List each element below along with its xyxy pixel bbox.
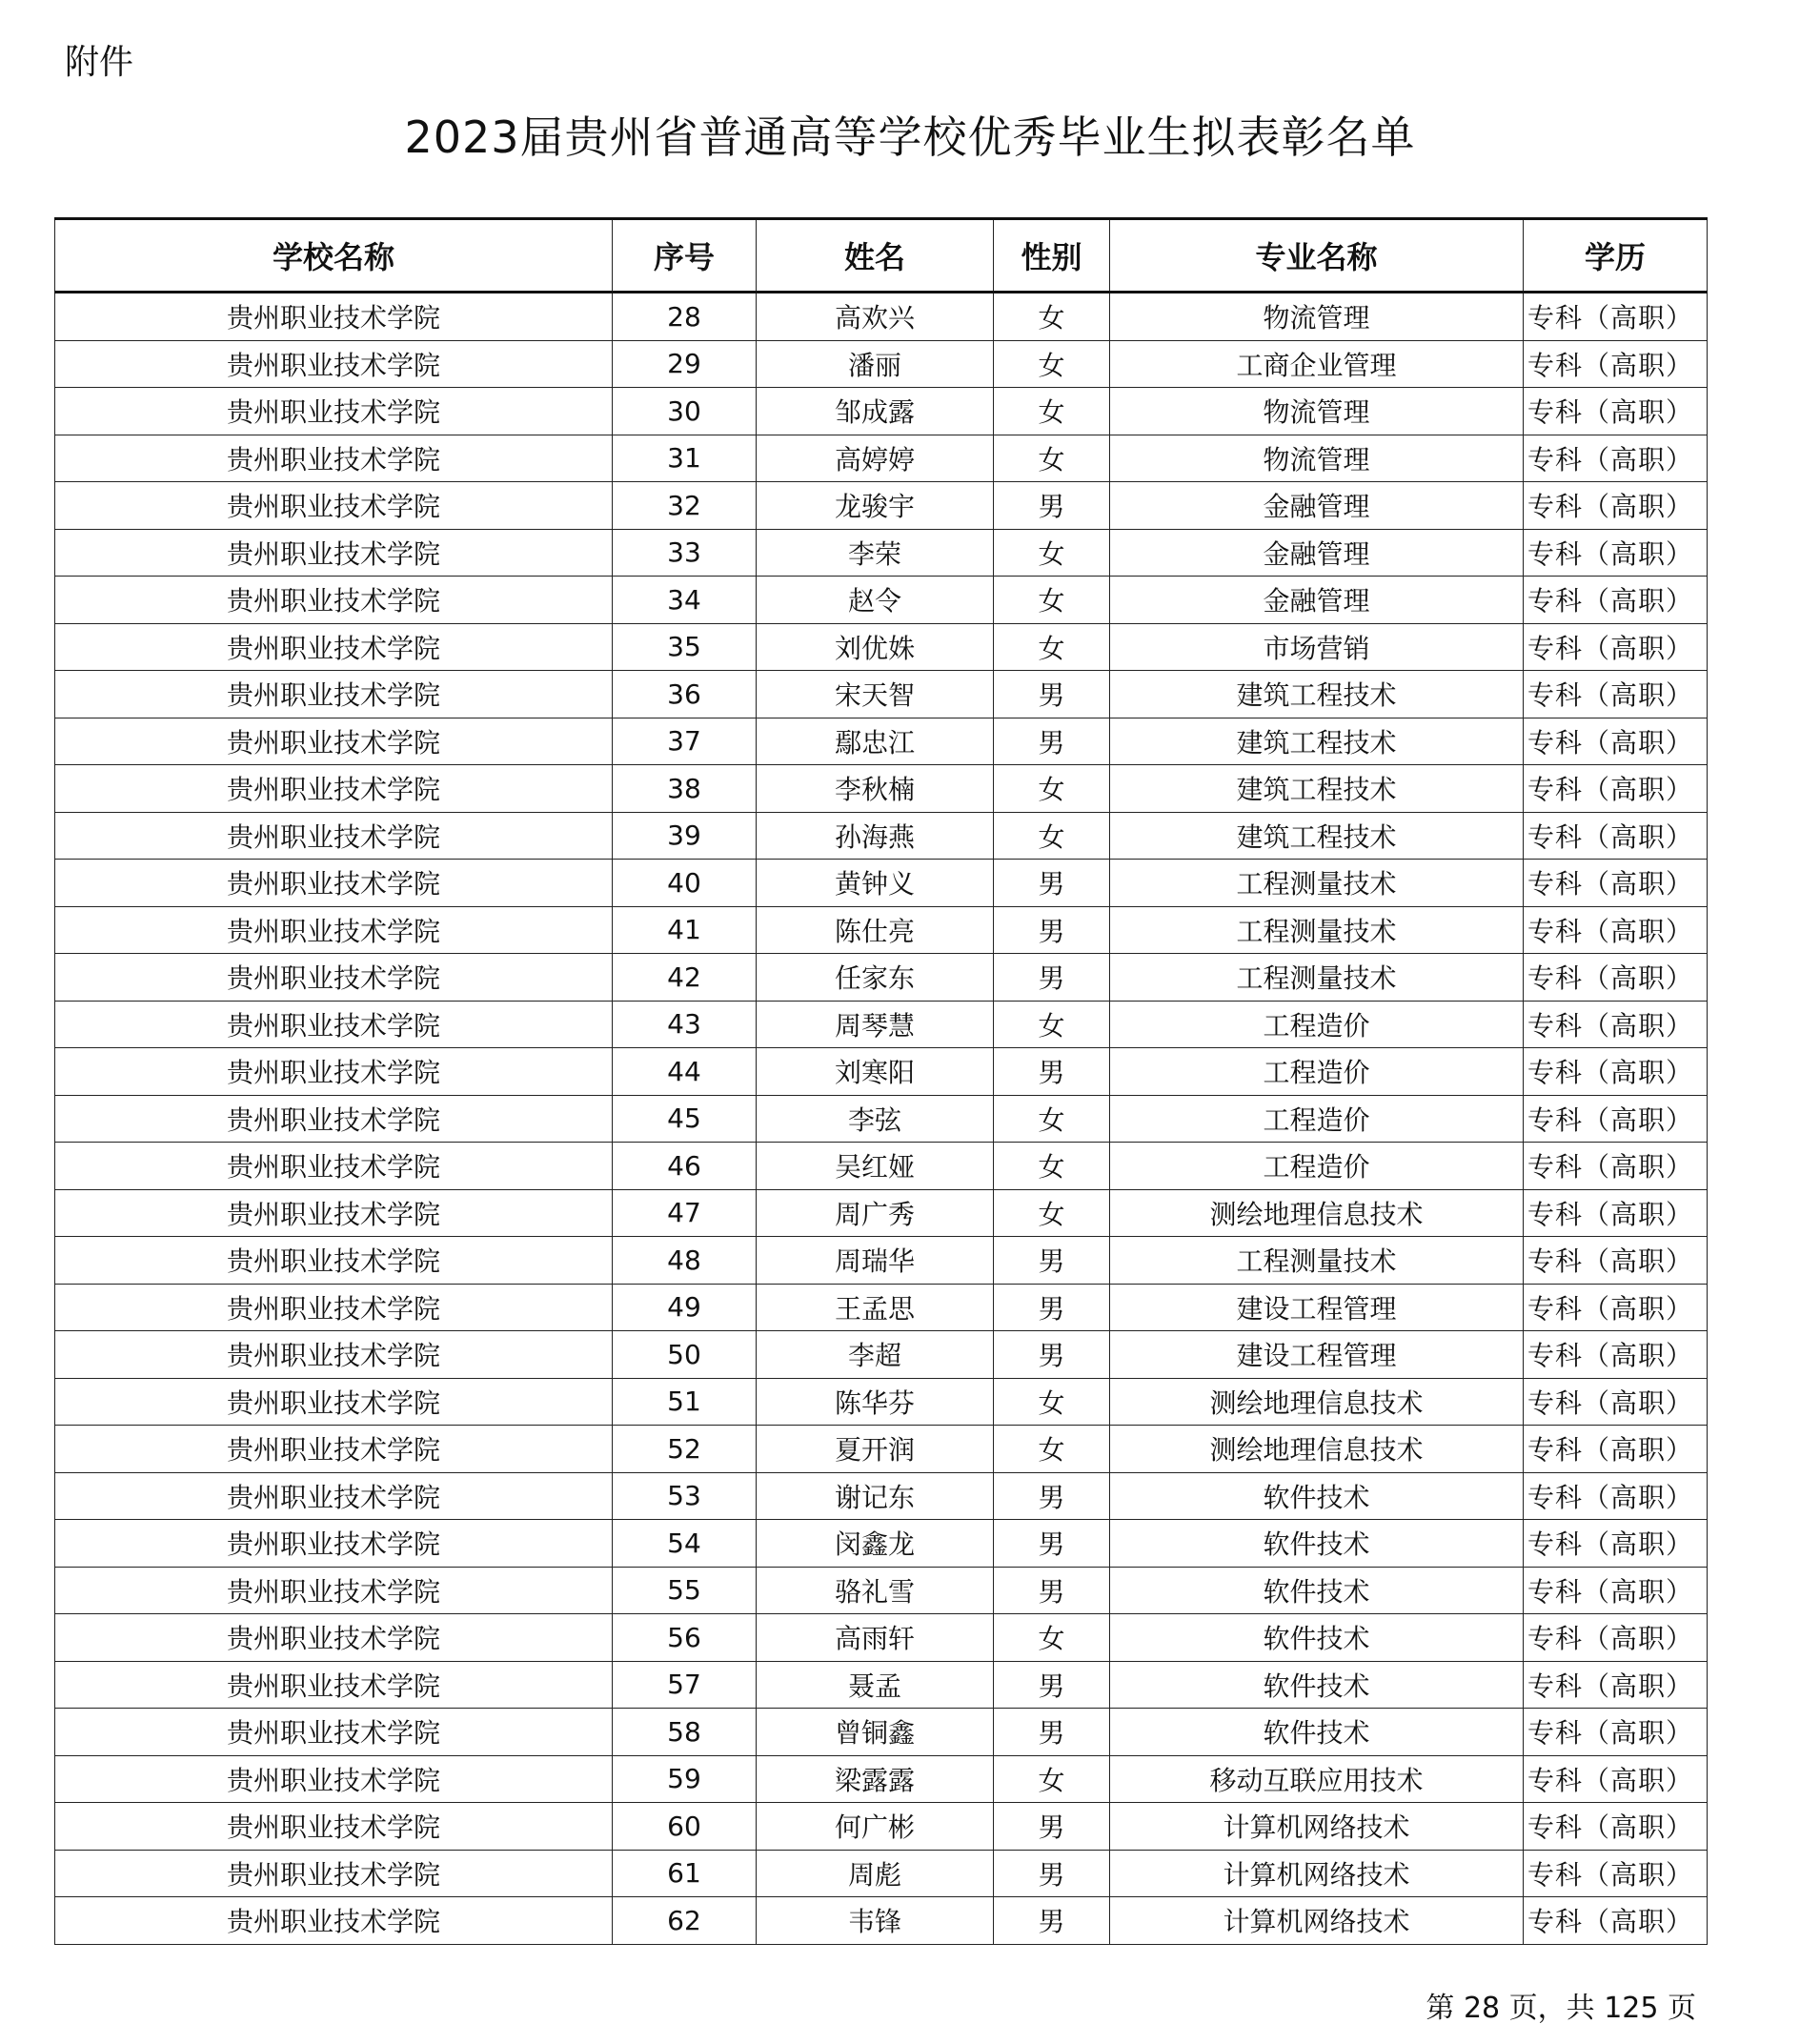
cell-gender: 女 — [994, 529, 1110, 577]
table-row — [55, 623, 1708, 671]
cell-school: 贵州职业技术学院 — [55, 1237, 613, 1285]
cell-major: 软件技术 — [1110, 1567, 1524, 1614]
table-row — [55, 1189, 1708, 1237]
cell-education: 专科（高职） — [1524, 1237, 1708, 1285]
cell-gender: 男 — [994, 1284, 1110, 1331]
cell-gender: 女 — [994, 1378, 1110, 1426]
cell-education: 专科（高职） — [1524, 1472, 1708, 1520]
table-row — [55, 812, 1708, 860]
cell-school: 贵州职业技术学院 — [55, 671, 613, 718]
cell-name: 李秋楠 — [757, 765, 994, 813]
cell-name: 闵鑫龙 — [757, 1520, 994, 1568]
cell-gender: 女 — [994, 293, 1110, 341]
cell-name: 任家东 — [757, 954, 994, 1002]
cell-name: 宋天智 — [757, 671, 994, 718]
cell-seq: 42 — [613, 954, 757, 1002]
cell-education: 专科（高职） — [1524, 1755, 1708, 1803]
cell-seq: 51 — [613, 1378, 757, 1426]
cell-education: 专科（高职） — [1524, 293, 1708, 341]
cell-major: 建筑工程技术 — [1110, 812, 1524, 860]
cell-major: 金融管理 — [1110, 577, 1524, 624]
table-row — [55, 765, 1708, 813]
cell-school: 贵州职业技术学院 — [55, 1143, 613, 1190]
cell-gender: 女 — [994, 1614, 1110, 1662]
cell-education: 专科（高职） — [1524, 388, 1708, 435]
cell-seq: 31 — [613, 435, 757, 482]
table-row — [55, 1284, 1708, 1331]
table-row — [55, 1331, 1708, 1379]
cell-gender: 男 — [994, 671, 1110, 718]
cell-education: 专科（高职） — [1524, 482, 1708, 530]
cell-seq: 61 — [613, 1850, 757, 1897]
cell-major: 物流管理 — [1110, 388, 1524, 435]
attachment-label: 附件 — [65, 43, 134, 82]
table-row — [55, 577, 1708, 624]
cell-education: 专科（高职） — [1524, 1048, 1708, 1096]
cell-major: 测绘地理信息技术 — [1110, 1378, 1524, 1426]
cell-name: 刘寒阳 — [757, 1048, 994, 1096]
cell-major: 金融管理 — [1110, 529, 1524, 577]
cell-name: 曾铜鑫 — [757, 1709, 994, 1756]
cell-school: 贵州职业技术学院 — [55, 340, 613, 388]
cell-seq: 48 — [613, 1237, 757, 1285]
cell-school: 贵州职业技术学院 — [55, 1803, 613, 1851]
table-row — [55, 1614, 1708, 1662]
cell-name: 骆礼雪 — [757, 1567, 994, 1614]
cell-education: 专科（高职） — [1524, 1803, 1708, 1851]
cell-seq: 32 — [613, 482, 757, 530]
cell-name: 孙海燕 — [757, 812, 994, 860]
cell-name: 周瑞华 — [757, 1237, 994, 1285]
table-row — [55, 1897, 1708, 1945]
cell-school: 贵州职业技术学院 — [55, 1426, 613, 1473]
cell-seq: 46 — [613, 1143, 757, 1190]
cell-name: 梁露露 — [757, 1755, 994, 1803]
cell-seq: 54 — [613, 1520, 757, 1568]
cell-major: 软件技术 — [1110, 1709, 1524, 1756]
cell-gender: 男 — [994, 1803, 1110, 1851]
cell-major: 建设工程管理 — [1110, 1331, 1524, 1379]
cell-school: 贵州职业技术学院 — [55, 623, 613, 671]
cell-seq: 53 — [613, 1472, 757, 1520]
cell-education: 专科（高职） — [1524, 1850, 1708, 1897]
cell-school: 贵州职业技术学院 — [55, 906, 613, 954]
cell-name: 高雨轩 — [757, 1614, 994, 1662]
cell-name: 龙骏宇 — [757, 482, 994, 530]
cell-major: 软件技术 — [1110, 1661, 1524, 1709]
cell-gender: 女 — [994, 435, 1110, 482]
cell-education: 专科（高职） — [1524, 1614, 1708, 1662]
cell-name: 周彪 — [757, 1850, 994, 1897]
cell-school: 贵州职业技术学院 — [55, 529, 613, 577]
table-body — [55, 293, 1708, 1945]
cell-education: 专科（高职） — [1524, 1897, 1708, 1945]
header-seq: 序号 — [613, 219, 757, 293]
cell-gender: 男 — [994, 1472, 1110, 1520]
cell-major: 工程造价 — [1110, 1143, 1524, 1190]
table-row — [55, 482, 1708, 530]
cell-name: 邹成露 — [757, 388, 994, 435]
cell-education: 专科（高职） — [1524, 718, 1708, 765]
table-row — [55, 1755, 1708, 1803]
cell-name: 陈华芬 — [757, 1378, 994, 1426]
cell-gender: 男 — [994, 1237, 1110, 1285]
cell-gender: 女 — [994, 340, 1110, 388]
cell-gender: 男 — [994, 1331, 1110, 1379]
cell-seq: 30 — [613, 388, 757, 435]
cell-school: 贵州职业技术学院 — [55, 1284, 613, 1331]
cell-education: 专科（高职） — [1524, 340, 1708, 388]
cell-gender: 女 — [994, 1189, 1110, 1237]
cell-school: 贵州职业技术学院 — [55, 1095, 613, 1143]
cell-seq: 40 — [613, 860, 757, 907]
cell-major: 市场营销 — [1110, 623, 1524, 671]
cell-seq: 34 — [613, 577, 757, 624]
cell-seq: 33 — [613, 529, 757, 577]
header-education: 学历 — [1524, 219, 1708, 293]
cell-gender: 女 — [994, 1426, 1110, 1473]
table-row — [55, 1472, 1708, 1520]
cell-gender: 女 — [994, 577, 1110, 624]
cell-education: 专科（高职） — [1524, 435, 1708, 482]
cell-education: 专科（高职） — [1524, 1520, 1708, 1568]
cell-education: 专科（高职） — [1524, 954, 1708, 1002]
cell-school: 贵州职业技术学院 — [55, 1850, 613, 1897]
cell-major: 软件技术 — [1110, 1614, 1524, 1662]
cell-education: 专科（高职） — [1524, 1378, 1708, 1426]
cell-seq: 60 — [613, 1803, 757, 1851]
cell-school: 贵州职业技术学院 — [55, 1567, 613, 1614]
table-row — [55, 340, 1708, 388]
cell-name: 高欢兴 — [757, 293, 994, 341]
cell-seq: 35 — [613, 623, 757, 671]
cell-education: 专科（高职） — [1524, 860, 1708, 907]
cell-school: 贵州职业技术学院 — [55, 1472, 613, 1520]
table-row — [55, 1661, 1708, 1709]
cell-gender: 女 — [994, 1755, 1110, 1803]
cell-major: 建筑工程技术 — [1110, 718, 1524, 765]
cell-education: 专科（高职） — [1524, 1284, 1708, 1331]
cell-seq: 56 — [613, 1614, 757, 1662]
cell-seq: 58 — [613, 1709, 757, 1756]
table-row — [55, 1143, 1708, 1190]
cell-name: 聂孟 — [757, 1661, 994, 1709]
cell-major: 工程测量技术 — [1110, 954, 1524, 1002]
cell-major: 软件技术 — [1110, 1520, 1524, 1568]
cell-seq: 57 — [613, 1661, 757, 1709]
cell-gender: 女 — [994, 388, 1110, 435]
cell-education: 专科（高职） — [1524, 1143, 1708, 1190]
cell-education: 专科（高职） — [1524, 1567, 1708, 1614]
cell-name: 何广彬 — [757, 1803, 994, 1851]
cell-major: 计算机网络技术 — [1110, 1897, 1524, 1945]
cell-major: 计算机网络技术 — [1110, 1850, 1524, 1897]
cell-school: 贵州职业技术学院 — [55, 860, 613, 907]
cell-gender: 女 — [994, 1095, 1110, 1143]
table-row — [55, 1803, 1708, 1851]
cell-seq: 36 — [613, 671, 757, 718]
table-row — [55, 1567, 1708, 1614]
cell-school: 贵州职业技术学院 — [55, 1378, 613, 1426]
cell-school: 贵州职业技术学院 — [55, 435, 613, 482]
table-row — [55, 1001, 1708, 1048]
cell-name: 周琴慧 — [757, 1001, 994, 1048]
cell-school: 贵州职业技术学院 — [55, 718, 613, 765]
table-row — [55, 1850, 1708, 1897]
table-row — [55, 388, 1708, 435]
cell-school: 贵州职业技术学院 — [55, 1897, 613, 1945]
cell-gender: 男 — [994, 482, 1110, 530]
header-row — [55, 219, 1708, 293]
cell-major: 工商企业管理 — [1110, 340, 1524, 388]
cell-major: 工程造价 — [1110, 1095, 1524, 1143]
table-row — [55, 1378, 1708, 1426]
cell-education: 专科（高职） — [1524, 1661, 1708, 1709]
cell-major: 建筑工程技术 — [1110, 671, 1524, 718]
table-row — [55, 906, 1708, 954]
cell-name: 韦锋 — [757, 1897, 994, 1945]
cell-school: 贵州职业技术学院 — [55, 954, 613, 1002]
cell-gender: 男 — [994, 1520, 1110, 1568]
cell-seq: 29 — [613, 340, 757, 388]
header-gender: 性别 — [994, 219, 1110, 293]
cell-seq: 37 — [613, 718, 757, 765]
header-major: 专业名称 — [1110, 219, 1524, 293]
table-row — [55, 1709, 1708, 1756]
cell-school: 贵州职业技术学院 — [55, 293, 613, 341]
cell-education: 专科（高职） — [1524, 1095, 1708, 1143]
table-row — [55, 671, 1708, 718]
cell-name: 李弦 — [757, 1095, 994, 1143]
cell-school: 贵州职业技术学院 — [55, 388, 613, 435]
cell-name: 潘丽 — [757, 340, 994, 388]
cell-education: 专科（高职） — [1524, 1331, 1708, 1379]
cell-education: 专科（高职） — [1524, 1426, 1708, 1473]
cell-name: 谢记东 — [757, 1472, 994, 1520]
graduates-table — [54, 217, 1708, 1945]
cell-gender: 女 — [994, 1143, 1110, 1190]
cell-major: 工程造价 — [1110, 1001, 1524, 1048]
table-row — [55, 1237, 1708, 1285]
table-row — [55, 1095, 1708, 1143]
cell-name: 陈仕亮 — [757, 906, 994, 954]
cell-major: 金融管理 — [1110, 482, 1524, 530]
cell-major: 建筑工程技术 — [1110, 765, 1524, 813]
cell-gender: 男 — [994, 1897, 1110, 1945]
cell-gender: 男 — [994, 718, 1110, 765]
cell-seq: 62 — [613, 1897, 757, 1945]
cell-seq: 55 — [613, 1567, 757, 1614]
cell-education: 专科（高职） — [1524, 765, 1708, 813]
cell-major: 软件技术 — [1110, 1472, 1524, 1520]
cell-major: 测绘地理信息技术 — [1110, 1426, 1524, 1473]
cell-major: 测绘地理信息技术 — [1110, 1189, 1524, 1237]
cell-major: 工程测量技术 — [1110, 906, 1524, 954]
cell-gender: 男 — [994, 1048, 1110, 1096]
cell-education: 专科（高职） — [1524, 671, 1708, 718]
cell-name: 周广秀 — [757, 1189, 994, 1237]
cell-name: 高婷婷 — [757, 435, 994, 482]
cell-seq: 59 — [613, 1755, 757, 1803]
cell-seq: 45 — [613, 1095, 757, 1143]
cell-gender: 女 — [994, 623, 1110, 671]
cell-seq: 39 — [613, 812, 757, 860]
cell-education: 专科（高职） — [1524, 906, 1708, 954]
cell-school: 贵州职业技术学院 — [55, 1661, 613, 1709]
table-row — [55, 435, 1708, 482]
cell-name: 吴红娅 — [757, 1143, 994, 1190]
cell-seq: 38 — [613, 765, 757, 813]
table-row — [55, 293, 1708, 341]
cell-seq: 44 — [613, 1048, 757, 1096]
header-name: 姓名 — [757, 219, 994, 293]
cell-school: 贵州职业技术学院 — [55, 482, 613, 530]
cell-name: 赵令 — [757, 577, 994, 624]
cell-major: 工程造价 — [1110, 1048, 1524, 1096]
cell-school: 贵州职业技术学院 — [55, 1709, 613, 1756]
table-row — [55, 1426, 1708, 1473]
cell-school: 贵州职业技术学院 — [55, 1520, 613, 1568]
cell-gender: 男 — [994, 906, 1110, 954]
cell-gender: 男 — [994, 1850, 1110, 1897]
table-row — [55, 1520, 1708, 1568]
cell-school: 贵州职业技术学院 — [55, 1189, 613, 1237]
cell-school: 贵州职业技术学院 — [55, 812, 613, 860]
table-row — [55, 860, 1708, 907]
cell-gender: 女 — [994, 1001, 1110, 1048]
cell-seq: 41 — [613, 906, 757, 954]
cell-name: 鄢忠江 — [757, 718, 994, 765]
table-row — [55, 718, 1708, 765]
cell-gender: 女 — [994, 812, 1110, 860]
cell-gender: 男 — [994, 860, 1110, 907]
table-row — [55, 529, 1708, 577]
cell-name: 夏开润 — [757, 1426, 994, 1473]
cell-school: 贵州职业技术学院 — [55, 1001, 613, 1048]
cell-name: 李荣 — [757, 529, 994, 577]
page-number: 第 28 页，共 125 页 — [1426, 1992, 1696, 2025]
cell-education: 专科（高职） — [1524, 623, 1708, 671]
cell-major: 工程测量技术 — [1110, 860, 1524, 907]
document-title: 2023届贵州省普通高等学校优秀毕业生拟表彰名单 — [404, 111, 1416, 163]
cell-seq: 52 — [613, 1426, 757, 1473]
cell-gender: 男 — [994, 954, 1110, 1002]
cell-major: 物流管理 — [1110, 293, 1524, 341]
cell-major: 物流管理 — [1110, 435, 1524, 482]
cell-school: 贵州职业技术学院 — [55, 1331, 613, 1379]
cell-major: 计算机网络技术 — [1110, 1803, 1524, 1851]
cell-name: 李超 — [757, 1331, 994, 1379]
table-header — [55, 219, 1708, 293]
cell-seq: 49 — [613, 1284, 757, 1331]
cell-name: 王孟思 — [757, 1284, 994, 1331]
cell-school: 贵州职业技术学院 — [55, 1755, 613, 1803]
header-school: 学校名称 — [55, 219, 613, 293]
cell-school: 贵州职业技术学院 — [55, 577, 613, 624]
cell-school: 贵州职业技术学院 — [55, 1048, 613, 1096]
cell-major: 建设工程管理 — [1110, 1284, 1524, 1331]
cell-seq: 50 — [613, 1331, 757, 1379]
cell-gender: 女 — [994, 765, 1110, 813]
cell-major: 工程测量技术 — [1110, 1237, 1524, 1285]
cell-name: 黄钟义 — [757, 860, 994, 907]
cell-education: 专科（高职） — [1524, 1709, 1708, 1756]
cell-school: 贵州职业技术学院 — [55, 765, 613, 813]
cell-education: 专科（高职） — [1524, 812, 1708, 860]
cell-gender: 男 — [994, 1709, 1110, 1756]
table-row — [55, 1048, 1708, 1096]
cell-education: 专科（高职） — [1524, 529, 1708, 577]
cell-major: 移动互联应用技术 — [1110, 1755, 1524, 1803]
cell-education: 专科（高职） — [1524, 1001, 1708, 1048]
table-row — [55, 954, 1708, 1002]
cell-gender: 男 — [994, 1567, 1110, 1614]
cell-gender: 男 — [994, 1661, 1110, 1709]
cell-name: 刘优姝 — [757, 623, 994, 671]
cell-seq: 43 — [613, 1001, 757, 1048]
cell-seq: 28 — [613, 293, 757, 341]
cell-school: 贵州职业技术学院 — [55, 1614, 613, 1662]
cell-seq: 47 — [613, 1189, 757, 1237]
cell-education: 专科（高职） — [1524, 1189, 1708, 1237]
cell-education: 专科（高职） — [1524, 577, 1708, 624]
